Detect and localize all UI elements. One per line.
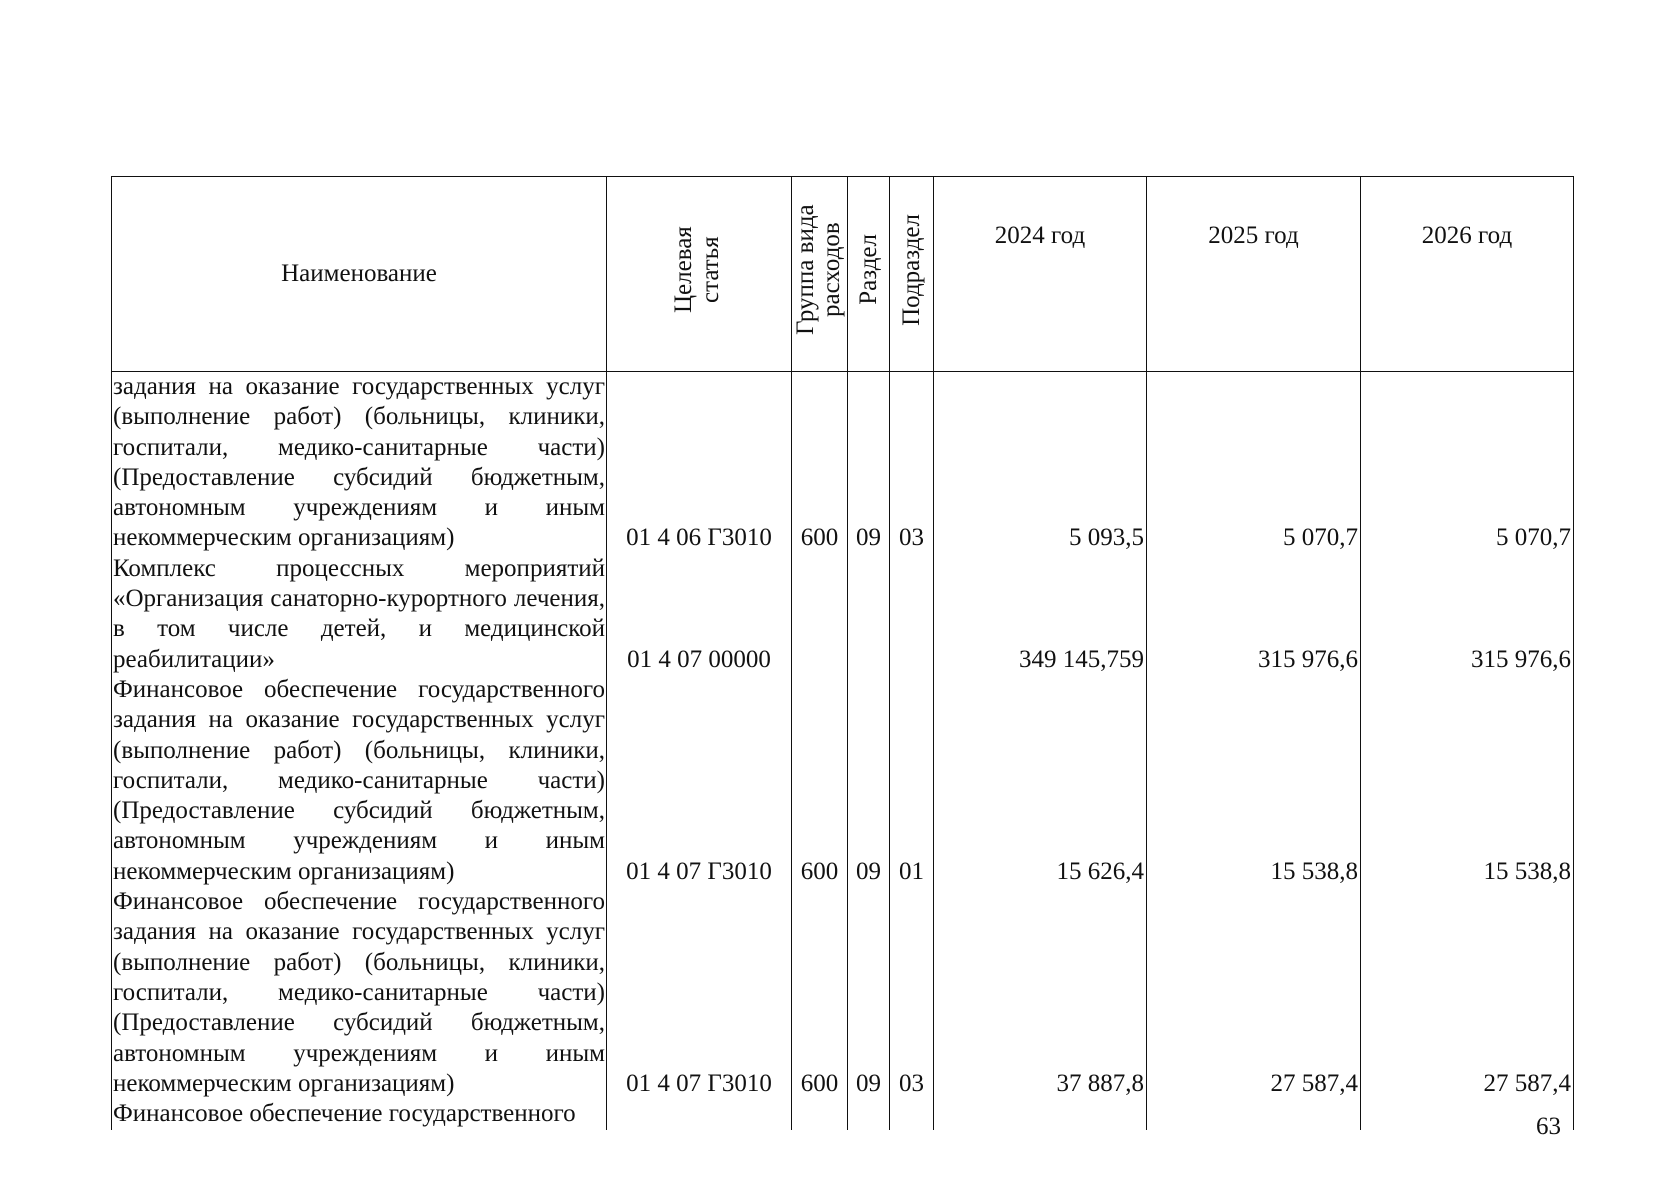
- budget-table: [111, 176, 1574, 1130]
- row-expense-group: 600: [792, 675, 848, 887]
- row-name: Финансовое обеспечение государственного: [112, 1099, 607, 1130]
- table-header-row: [112, 177, 1574, 372]
- row-target-article: 01 4 06 Г3010: [607, 372, 792, 554]
- row-subsection: [890, 554, 934, 675]
- header-2024: [934, 177, 1147, 372]
- row-amount-2025: 15 538,8: [1147, 675, 1361, 887]
- row-amount-2024: 349 145,759: [934, 554, 1147, 675]
- row-amount-2024: 15 626,4: [934, 675, 1147, 887]
- row-subsection: 01: [890, 675, 934, 887]
- page-number: 63: [1536, 1113, 1561, 1140]
- header-2026-label: 2026 год: [1421, 222, 1513, 249]
- table-row: [112, 675, 1574, 887]
- header-2024-label: 2024 год: [994, 222, 1086, 249]
- header-subsection: [890, 177, 934, 372]
- table-row: [112, 372, 1574, 554]
- row-target-article: 01 4 07 Г3010: [607, 887, 792, 1099]
- header-name-label: Наименование: [281, 259, 437, 287]
- row-amount-2026: 315 976,6: [1361, 554, 1574, 675]
- row-amount-2026: 15 538,8: [1361, 675, 1574, 887]
- row-expense-group: 600: [792, 372, 848, 554]
- table-row: [112, 554, 1574, 675]
- header-2025: [1147, 177, 1361, 372]
- row-name: Комплекс процессных мероприятий «Организация санаторно-курортного лечения, в том числе детей, и медицинской реабилитации»: [112, 554, 607, 675]
- table-row: [112, 887, 1574, 1099]
- row-subsection: [890, 1099, 934, 1130]
- header-2026: [1361, 177, 1574, 372]
- row-target-article: 01 4 07 00000: [607, 554, 792, 675]
- header-expense-group: [792, 177, 848, 372]
- header-subsection-label: Подраздел: [898, 213, 925, 326]
- row-expense-group: [792, 1099, 848, 1130]
- row-target-article: 01 4 07 Г3010: [607, 675, 792, 887]
- row-name: Финансовое обеспечение государственного задания на оказание государственных услуг (выполнение работ) (больницы, клиники, госпитали, медико-санитарные части) (Предоставление субсидий бюджетным, автономным учреждениям и иным некоммерческим организациям): [112, 675, 607, 887]
- row-target-article: [607, 1099, 792, 1130]
- header-name: [112, 177, 607, 372]
- row-name: задания на оказание государственных услуг (выполнение работ) (больницы, клиники, госпитали, медико-санитарные части) (Предоставление субсидий бюджетным, автономным учреждениям и иным некоммерческим организациям): [112, 372, 607, 554]
- row-subsection: 03: [890, 372, 934, 554]
- header-section-label: Раздел: [855, 234, 882, 306]
- row-amount-2024: [934, 1099, 1147, 1130]
- row-amount-2025: 5 070,7: [1147, 372, 1361, 554]
- row-section: 09: [848, 675, 890, 887]
- row-amount-2025: [1147, 1099, 1361, 1130]
- row-amount-2025: 315 976,6: [1147, 554, 1361, 675]
- row-section: 09: [848, 887, 890, 1099]
- row-section: [848, 554, 890, 675]
- row-expense-group: [792, 554, 848, 675]
- row-amount-2026: 27 587,4: [1361, 887, 1574, 1099]
- row-expense-group: 600: [792, 887, 848, 1099]
- row-amount-2024: 37 887,8: [934, 887, 1147, 1099]
- row-amount-2024: 5 093,5: [934, 372, 1147, 554]
- row-section: [848, 1099, 890, 1130]
- row-amount-2025: 27 587,4: [1147, 887, 1361, 1099]
- row-amount-2026: 5 070,7: [1361, 372, 1574, 554]
- header-target-article: [607, 177, 792, 372]
- header-section: [848, 177, 890, 372]
- header-target-article-label: Целевая статья: [670, 226, 724, 314]
- header-expense-group-label: Группа вида расходов: [791, 204, 845, 336]
- header-2025-label: 2025 год: [1208, 222, 1299, 249]
- row-name: Финансовое обеспечение государственного задания на оказание государственных услуг (выполнение работ) (больницы, клиники, госпитали, медико-санитарные части) (Предоставление субсидий бюджетным, автономным учреждениям и иным некоммерческим организациям): [112, 887, 607, 1099]
- table-row: [112, 1099, 1574, 1130]
- row-subsection: 03: [890, 887, 934, 1099]
- row-section: 09: [848, 372, 890, 554]
